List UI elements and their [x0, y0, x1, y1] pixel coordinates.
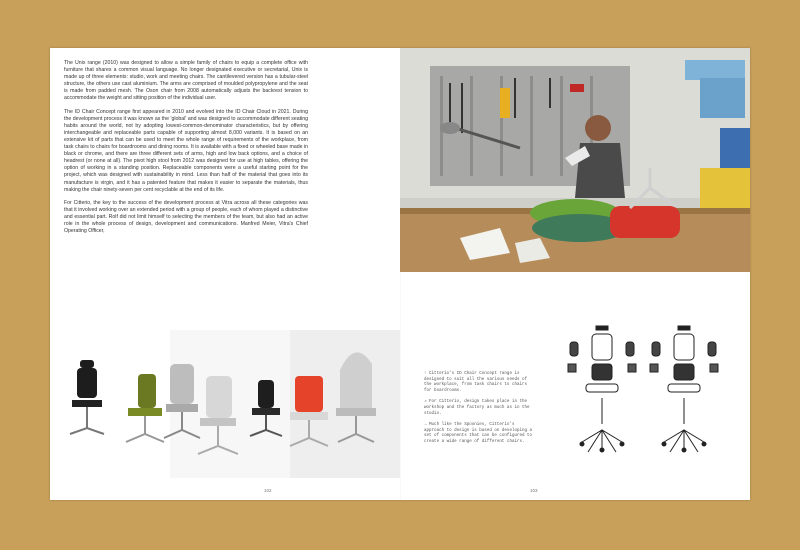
paragraph-citterio: For Citterio, the key to the success of the development process at Vitra across all these categories was that it involved working over an extended period with a group of people, each of whom played a distinctive and essential part. Rolf did not limit himself to selecting the members of the team, but also had an active role in the whole process of design, development and communications. Manfred Meier, Vitra's Chief Operating Officer, — [64, 199, 308, 235]
paragraph-id-chair: The ID Chair Concept range first appeared in 2010 and evolved into the ID Chair Cloud in 2021. During the development process it was known as the 'global' and was designed to accommodate different seating habits around the world, not by adopting lowest-common-denominator characteristics, but by offering interchangeable and replaceable parts capable of supporting almost 8,000 variants. It is based on an extensive kit of parts that can be used to meet the whole range of requirements of the workplace, from task chairs to chairs for boardrooms and dining rooms. It is available with a fixed or wheeled base made in black or chrome, and there are three different sets of arms, high and low back options, and a choice of headrest (or none at all). The pivot high stool from 2012 was designed for use at high tables, offering the option of working in a standing position. Replaceable components were a useful starting point for the project, which was designed with sustainability in mind. Less than half of the material that goes into its manufacture is virgin, and it has a patented feature that makes it easier to separate the materials, thus making the chair ninety-seven per cent recyclable at the end of its life. — [64, 108, 308, 193]
exploded-chair-right — [650, 326, 718, 452]
chair-lineup-photo — [50, 330, 400, 478]
book-spread — [50, 48, 750, 500]
workshop-photo — [400, 48, 750, 272]
caption-workshop: ↗ For Citterio, design takes place in the workshop and the factory as much as in the studio. — [424, 400, 530, 416]
caption-diagram: → Much like the Spoonies, Citterio's approach to design is based on developing a set of components that can be configured to create a wide range of different chairs. — [424, 423, 533, 444]
exploded-chair-left — [568, 326, 636, 452]
caption-lineup: ↑ Citterio's ID Chair Concept range is designed to suit all the various needs of the workplace, from task chairs to chairs for boardrooms. — [424, 372, 528, 393]
photo-captions — [424, 372, 534, 452]
body-text-column — [64, 60, 308, 241]
exploded-diagram — [558, 320, 728, 470]
paragraph-unix: The Unix range (2010) was designed to allow a simple family of chairs to equip a complete office with furniture that shares a common visual language. No longer designated executive or secretarial, Unix is made up of three elements: studio, work and meeting chairs. The cantilevered version has a tubular-steel structure, the others use cast aluminium. The arms are comprised of moulded polypropylene and the seat is made from padded mesh. The Oson chair from 2008 automatically adjusts the backrest tension to accommodate the weight and sitting position of the individual user. — [64, 60, 308, 102]
page-number-right: 103 — [530, 488, 538, 493]
page-number-left: 102 — [264, 488, 272, 493]
